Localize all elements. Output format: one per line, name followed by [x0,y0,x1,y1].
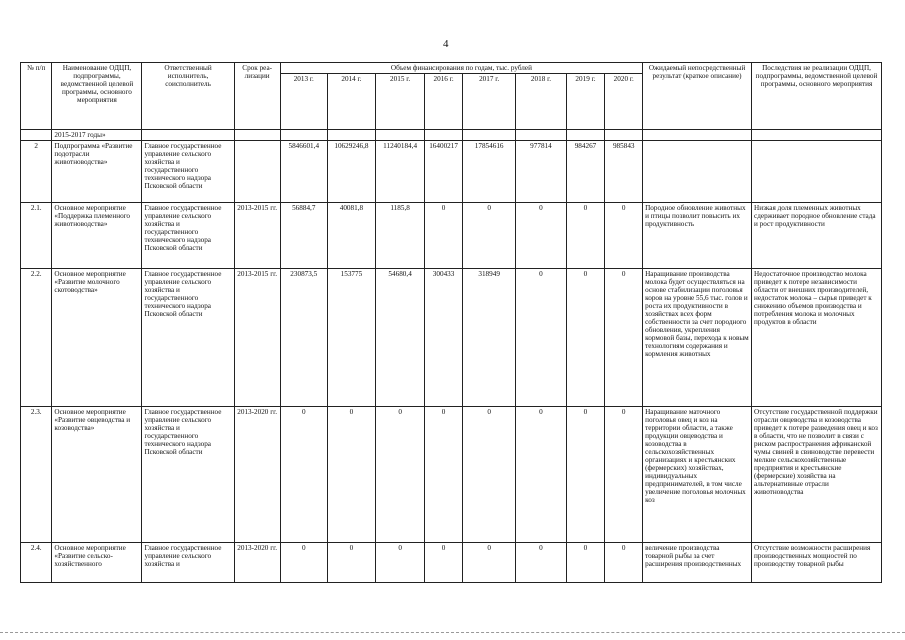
row-value: 230873,5 [280,269,327,407]
row-value: 40081,8 [327,203,375,269]
header-year: 2017 г. [462,74,515,130]
header-term: Срок реа-лизации [234,63,280,130]
row-value: 56884,7 [280,203,327,269]
row-consequence [752,141,882,203]
row-consequence: Недостаточное производство молока приведет к потере независимости области от внешних производителей, недостаток молока – сырья приведет к снижению объемов производства и потребления молока и молочных продуктов в области [752,269,882,407]
row-value: 0 [566,269,605,407]
row-value: 318949 [462,269,515,407]
row-term: 2013-2015 гг. [234,269,280,407]
row-no: 2.1. [21,203,52,269]
row-value: 0 [566,407,605,543]
row-value: 17854616 [462,141,515,203]
row-responsible: Главное государственное управление сельского хозяйства и государственного технического надзора Псковской области [142,269,234,407]
row-value: 0 [605,543,643,583]
row-value: 300433 [425,269,463,407]
row-term: 2013-2020 гг. [234,543,280,583]
table-row [21,203,882,269]
row-responsible: Главное государственное управление сельского хозяйства и государственного технического надзора Псковской области [142,407,234,543]
row-value: 0 [516,203,566,269]
row-value: 0 [462,407,515,543]
row-result: величение производства товарной рыбы за счет расширения производственных [643,543,752,583]
row-value: 985843 [605,141,643,203]
row-value: 0 [566,203,605,269]
table-row [21,269,882,407]
row-result [643,141,752,203]
header-year: 2020 г. [605,74,643,130]
row-value: 0 [327,543,375,583]
row-value: 0 [516,407,566,543]
header-row-1 [21,63,882,74]
row-term: 2013-2015 гг. [234,203,280,269]
page-bottom-edge [0,632,905,633]
header-year: 2016 г. [425,74,463,130]
row-value: 16400217 [425,141,463,203]
row-consequence: Отсутствие возможности расширения производственных мощностей по производству товарной рыбы [752,543,882,583]
row-value: 0 [516,543,566,583]
row-result: Наращивание маточного поголовья овец и коз на территории области, а также продукции овцеводства и козоводства в сельскохозяйственных организациях и крестьянских (фермерских) хозяйствах, индивидуальных предпринимателей, в том числе увеличение поголовья молочных коз [643,407,752,543]
row-value: 11240184,4 [376,141,425,203]
table-row [21,407,882,543]
row-responsible: Главное государственное управление сельского хозяйства и [142,543,234,583]
row-value: 0 [376,543,425,583]
header-no: № п/п [21,63,52,130]
header-year: 2018 г. [516,74,566,130]
header-name: Наименование ОДЦП, подпрограммы, ведомственной целевой программы, основного мероприятия [52,63,142,130]
program-table [20,62,882,583]
page-number: 4 [443,38,449,50]
row-result: Наращивание производства молока будет осуществляться на основе стабилизации поголовья коров на уровне 55,6 тыс. голов и роста их продуктивности в хозяйствах всех форм собственности за счет породного обновления, укрепления кормовой базы, перехода к новым технологиям содержания и кормления животных [643,269,752,407]
row-value: 0 [462,203,515,269]
row-no: 2.4. [21,543,52,583]
header-responsible: Ответственный исполнитель, соисполнитель [142,63,234,130]
header-year: 2019 г. [566,74,605,130]
row-name: Основное мероприятие «Развитие сельско-хозяйственного [52,543,142,583]
row-term: 2013-2020 гг. [234,407,280,543]
row-value: 0 [462,543,515,583]
header-year: 2014 г. [327,74,375,130]
header-year: 2015 г. [376,74,425,130]
carryover-name: 2015-2017 годы» [52,130,142,141]
row-value: 977814 [516,141,566,203]
row-value: 0 [376,407,425,543]
header-result: Ожидаемый непосредственный результат (краткое описание) [643,63,752,130]
row-value: 0 [605,269,643,407]
row-consequence: Низкая доля племенных животных сдерживает породное обновление стада и рост продуктивности [752,203,882,269]
table-row [21,543,882,583]
header-finance: Объем финансирования по годам, тыс. рублей [280,63,642,74]
row-name: Основное мероприятие «Поддержка племенного животноводства» [52,203,142,269]
row-name: Подпрограмма «Развитие подотрасли животноводства» [52,141,142,203]
row-value: 0 [327,407,375,543]
carryover-no [21,130,52,141]
row-value: 54680,4 [376,269,425,407]
row-value: 153775 [327,269,375,407]
header-year: 2013 г. [280,74,327,130]
row-value: 0 [425,407,463,543]
row-value: 0 [280,407,327,543]
row-term [234,141,280,203]
row-value: 0 [566,543,605,583]
row-value: 0 [280,543,327,583]
row-name: Основное мероприятие «Развитие молочного скотоводства» [52,269,142,407]
row-no: 2 [21,141,52,203]
row-value: 0 [605,203,643,269]
row-consequence: Отсутствие государственной поддержки отрасли овцеводства и козоводства приведет к потере разведения овец и коз в области, что не позволит в связи с риском распространения африканской чумы свиней в свиноводстве перевести мелкие сельскохозяйственные предприятия и крестьянские (фермерские) хозяйства на альтернативные отрасли животноводства [752,407,882,543]
row-value: 0 [605,407,643,543]
row-value: 0 [425,543,463,583]
row-value: 5846601,4 [280,141,327,203]
row-value: 984267 [566,141,605,203]
row-result: Породное обновление животных и птицы позволит повысить их продуктивность [643,203,752,269]
carryover-row [21,130,882,141]
row-value: 0 [425,203,463,269]
row-responsible: Главное государственное управление сельского хозяйства и государственного технического надзора Псковской области [142,203,234,269]
row-name: Основное мероприятие «Развитие овцеводства и козоводства» [52,407,142,543]
row-no: 2.3. [21,407,52,543]
row-value: 10629246,8 [327,141,375,203]
row-no: 2.2. [21,269,52,407]
row-value: 0 [516,269,566,407]
header-consequence: Последствия не реализации ОДЦП, подпрограммы, ведомственной целевой программы, основного мероприятия [752,63,882,130]
row-value: 1185,8 [376,203,425,269]
table-row [21,141,882,203]
row-responsible: Главное государственное управление сельского хозяйства и государственного технического надзора Псковской области [142,141,234,203]
